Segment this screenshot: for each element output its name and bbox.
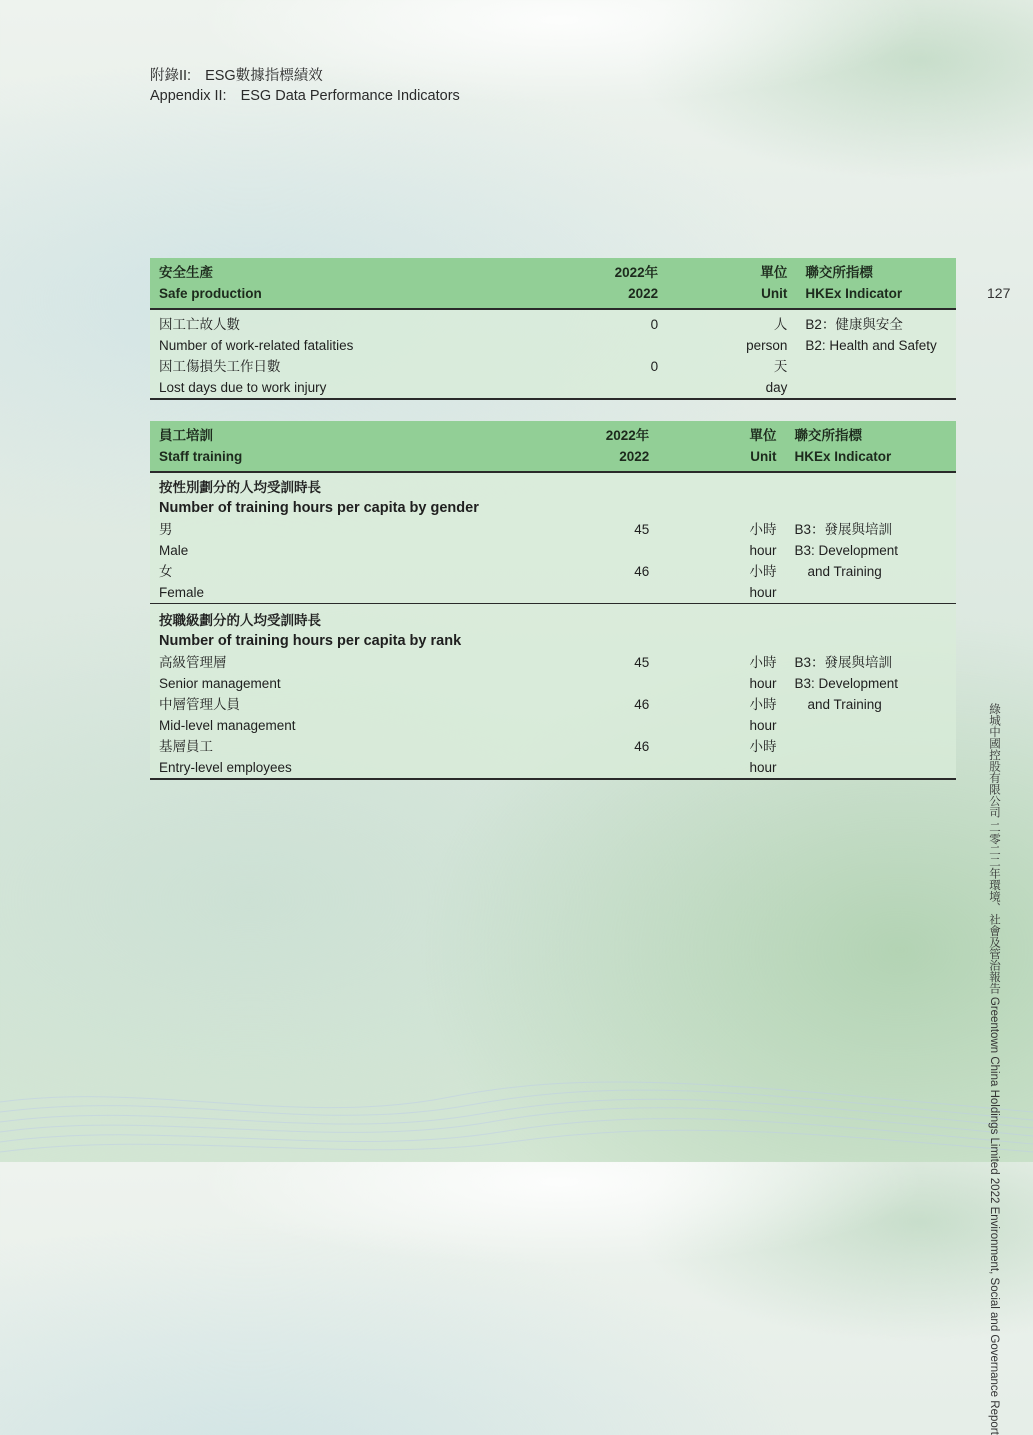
year-header-en: 2022 [628,286,659,301]
row-label-zh: 因工亡故人數 [159,317,240,332]
row-value: 45 [634,522,650,537]
hkex-header-en: HKEx Indicator [794,449,892,464]
table-row [150,652,956,673]
row-unit-zh: 小時 [749,739,777,754]
table-row [150,335,956,356]
row-value: 46 [634,697,650,712]
row-value: 46 [634,739,650,754]
row-label-en: Female [159,585,205,600]
year-header-zh: 2022年 [614,265,659,280]
row-value: 45 [634,655,650,670]
row-hkex-zh: B3：發展與培訓 [794,655,892,670]
year-header-en: 2022 [619,449,650,464]
row-label-zh: 因工傷損失工作日數 [159,359,281,374]
group-title-en: Number of training hours per capita by rank [159,633,462,649]
unit-header-en: Unit [761,286,788,301]
row-hkex-zh: B2：健康與安全 [805,317,903,332]
table-header-row [150,258,956,283]
table-row [150,561,956,582]
row-value: 46 [634,564,650,579]
hkex-header-zh: 聯交所指標 [805,265,873,280]
hkex-header-zh: 聯交所指標 [794,428,862,443]
table-row [150,582,956,604]
row-hkex-zh: B3：發展與培訓 [794,522,892,537]
row-unit-en: hour [749,760,777,775]
row-hkex-en-cont: and Training [807,697,882,712]
row-value: 0 [650,317,659,332]
row-unit-zh: 人 [773,317,788,332]
row-unit-en: hour [749,718,777,733]
row-label-en: Senior management [159,676,281,691]
decorative-wave-lines [0,1072,1033,1162]
hkex-header-en: HKEx Indicator [805,286,903,301]
page-number: 127 [987,285,1011,301]
year-header-zh: 2022年 [605,428,650,443]
row-label-en: Entry-level employees [159,760,292,775]
row-unit-en: hour [749,676,777,691]
table-header-row [150,446,956,472]
unit-header-zh: 單位 [760,265,788,280]
row-unit-zh: 天 [773,359,788,374]
row-hkex-en-cont: and Training [807,564,882,579]
row-label-zh: 基層員工 [159,739,213,754]
group-title-row [150,604,956,632]
table-row [150,673,956,694]
appendix-label-zh: 附錄II: [150,68,192,84]
group-title-en: Number of training hours per capita by gender [159,500,479,516]
row-unit-zh: 小時 [749,522,777,537]
table-header-row [150,283,956,309]
unit-header-zh: 單位 [749,428,777,443]
appendix-title-en: ESG Data Performance Indicators [240,88,460,104]
row-unit-zh: 小時 [749,697,777,712]
appendix-label-en: Appendix II: [150,88,227,104]
group-title-row [150,472,956,498]
group-title-row [150,631,956,652]
row-unit-en: hour [749,585,777,600]
row-label-en: Mid-level management [159,718,296,733]
table-row [150,309,956,335]
row-unit-en: person [746,338,788,353]
table-row [150,356,956,377]
row-label-en: Male [159,543,189,558]
row-unit-en: hour [749,543,777,558]
staff-training-table [150,421,956,780]
row-hkex-en: B3: Development [794,676,899,691]
safe-production-table [150,258,956,400]
row-value: 0 [650,359,659,374]
table-row [150,715,956,736]
appendix-title-zh: ESG數據指標績效 [205,68,323,84]
section-title-en: Staff training [159,449,243,464]
report-header [150,66,460,106]
section-title-zh: 安全生產 [159,265,213,280]
row-label-en: Number of work-related fatalities [159,338,354,353]
report-side-title: 綠城中國控股有限公司 二零二二年環境、社會及管治報告 Greentown China Holdings Limited 2022 Environment, Social and Governance Report [988,703,1000,1435]
table-row [150,540,956,561]
row-hkex-en: B3: Development [794,543,899,558]
table-row [150,736,956,757]
row-label-zh: 高級管理層 [159,655,227,670]
row-unit-en: day [765,380,788,395]
table-row [150,377,956,399]
section-title-zh: 員工培訓 [159,428,213,443]
group-title-zh: 按性別劃分的人均受訓時長 [159,480,321,495]
row-label-zh: 女 [159,564,173,579]
table-row [150,757,956,779]
row-label-zh: 中層管理人員 [159,697,240,712]
group-title-row [150,498,956,519]
group-title-zh: 按職級劃分的人均受訓時長 [159,613,321,628]
row-hkex-en: B2: Health and Safety [805,338,937,353]
row-label-en: Lost days due to work injury [159,380,327,395]
table-row [150,519,956,540]
table-row [150,694,956,715]
unit-header-en: Unit [750,449,777,464]
section-title-en: Safe production [159,286,262,301]
row-label-zh: 男 [159,522,173,537]
row-unit-zh: 小時 [749,655,777,670]
row-unit-zh: 小時 [749,564,777,579]
table-header-row [150,421,956,446]
